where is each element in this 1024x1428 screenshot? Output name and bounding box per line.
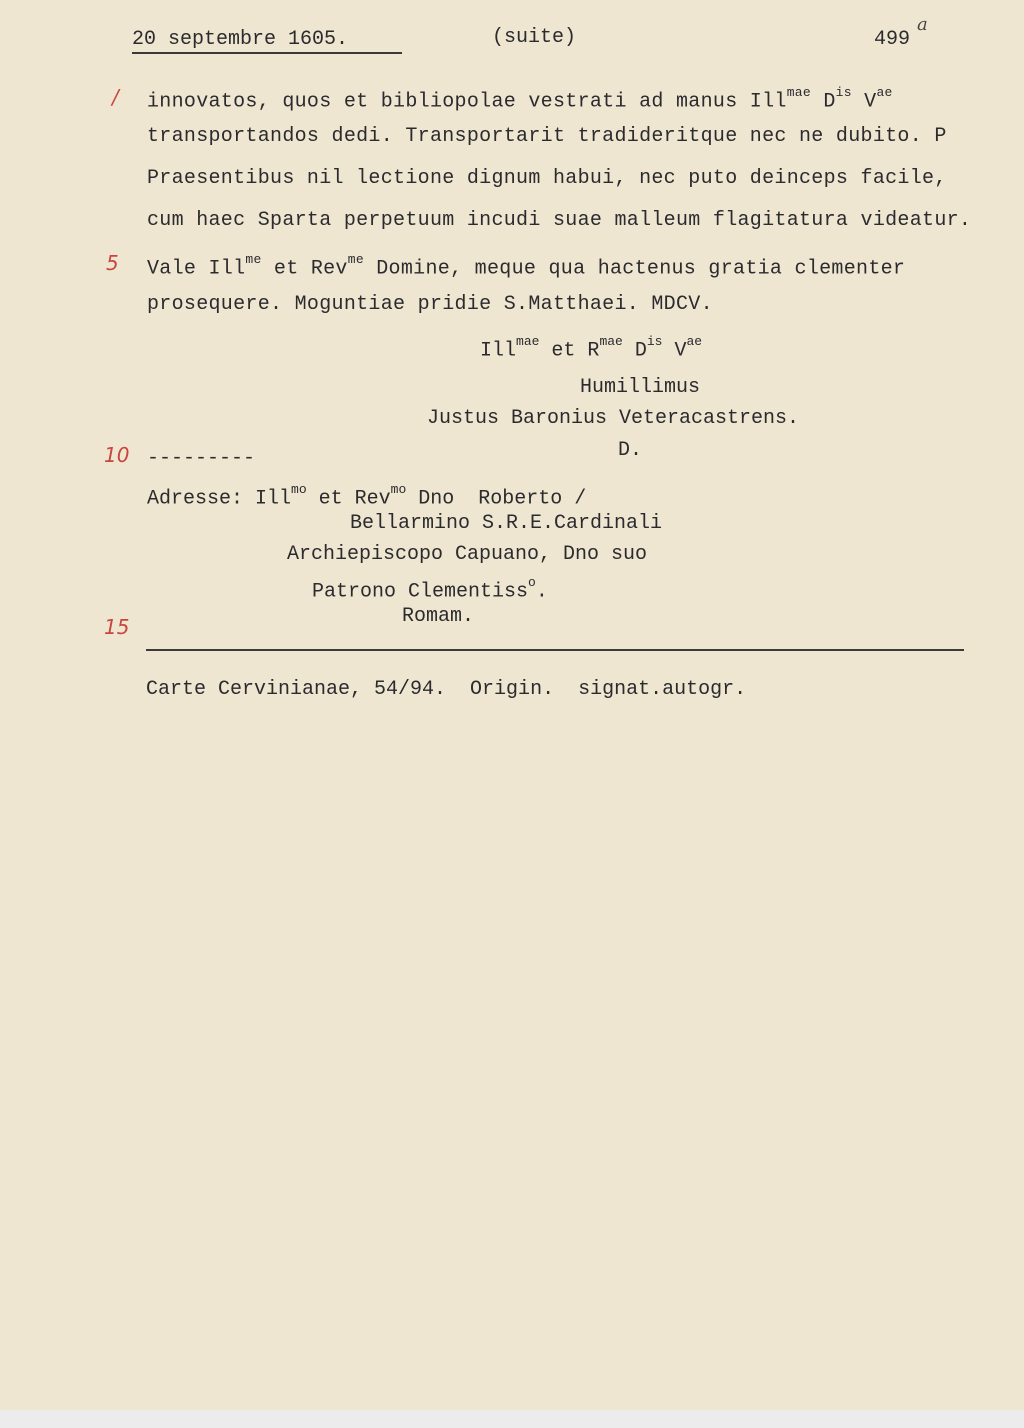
scan-bottom-edge — [0, 1410, 1024, 1428]
body-line-4: cum haec Sparta perpetuum incudi suae malleum flagitatura videatur. — [147, 209, 972, 232]
address-line-3: Archiepiscopo Capuano, Dno suo — [287, 543, 648, 566]
closing-d: D. — [618, 439, 643, 462]
page-number: 499 — [874, 28, 911, 51]
body-line-5: Vale Ill$^{me}$ et Rev$^{me}$ Domine, meque qua hactenus gratia clementer — [147, 252, 906, 281]
address-line-5: Romam. — [402, 605, 475, 628]
address-line-2: Bellarmino S.R.E.Cardinali — [350, 512, 663, 535]
body-line-6: prosequere. Moguntiae pridie S.Matthaei. MDCV. — [147, 293, 713, 316]
closing-humillimus: Humillimus — [580, 376, 701, 399]
signature-line: Justus Baronius Veteracastrens. — [427, 407, 800, 430]
margin-mark-10: 10 — [104, 443, 130, 467]
header-date: 20 septembre 1605. — [132, 28, 349, 51]
page-suffix-handwritten: a — [917, 14, 928, 35]
closing-salutation: Ill$^{mae}$ et $R^{mae}$ $D^{is}$ $V^{ae}$ — [480, 334, 703, 363]
margin-mark-1: / — [112, 85, 119, 109]
address-line-1: Adresse: Ill$^{mo}$ et Rev$^{mo}$ Dno Roberto / — [147, 482, 587, 511]
body-line-1: innovatos, quos et bibliopolae vestrati ad manus Ill$^{mae}$ $D^{is}$ $V^{ae}$ — [147, 85, 893, 114]
header-underline — [132, 52, 402, 54]
address-separator-dashes: --------- — [147, 447, 256, 470]
margin-mark-5: 5 — [106, 251, 119, 275]
header-continued: (suite) — [492, 26, 577, 49]
footer-source: Carte Cervinianae, 54/94. Origin. signat.autogr. — [146, 678, 747, 701]
body-line-2: transportandos dedi. Transportarit tradideritque nec ne dubito. P — [147, 125, 947, 148]
address-line-4: Patrono Clementiss$^o$. — [312, 575, 548, 604]
margin-mark-15: 15 — [104, 615, 130, 639]
footer-rule — [146, 649, 964, 651]
body-line-3: Praesentibus nil lectione dignum habui, nec puto deinceps facile, — [147, 167, 947, 190]
